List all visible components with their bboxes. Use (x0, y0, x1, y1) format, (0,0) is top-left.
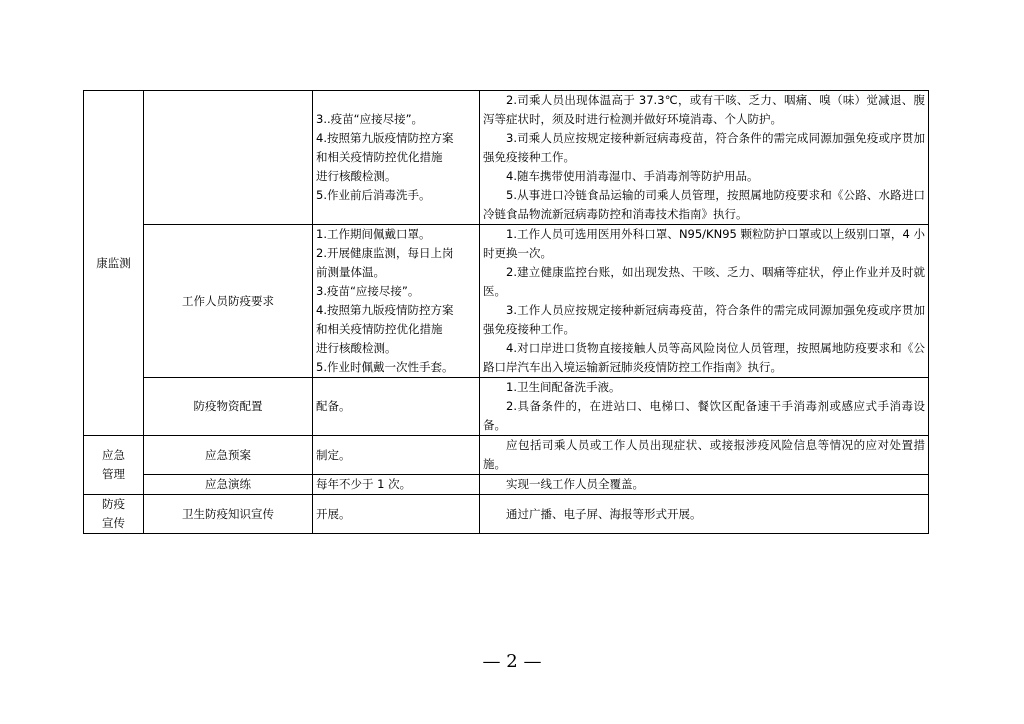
description-paragraph: 4.对口岸进口货物直接接触人员等高风险岗位人员管理，按照属地防疫要求和《公路口岸汽车出入境运输新冠肺炎疫情防控工作指南》执行。 (483, 341, 925, 374)
epidemic-prevention-table (83, 90, 929, 534)
requirement-text: 配备。 (316, 399, 351, 413)
requirement-line: 1.工作期间佩戴口罩。 (316, 227, 431, 241)
requirement-line: 2.开展健康监测，每日上岗 (316, 246, 454, 260)
description-paragraph: 2.司乘人员出现体温高于 37.3℃，或有干咳、乏力、咽痛、嗅（味）觉减退、腹泻等症状时，须及时进行检测并做好环境消毒、个人防护。 (483, 93, 925, 126)
description-cell (480, 378, 929, 436)
table-row (84, 475, 929, 495)
requirement-line: 5.作业时佩戴一次性手套。 (316, 360, 454, 374)
requirement-text: 制定。 (316, 447, 351, 462)
requirement-line: 进行核酸检测。 (316, 341, 397, 355)
description-cell (480, 475, 929, 495)
requirement-line: 4.按照第九版疫情防控方案 (316, 131, 454, 145)
requirement-line: 4.按照第九版疫情防控方案 (316, 303, 454, 317)
page-number: — 2 — (482, 651, 542, 672)
category-epidemic-publicity (84, 495, 144, 534)
item-label: 防疫物资配置 (193, 399, 263, 413)
item-cell (144, 436, 313, 475)
item-label: 工作人员防疫要求 (182, 293, 274, 308)
requirement-cell (313, 91, 480, 225)
category-health-monitoring (84, 91, 144, 436)
requirement-line: 和相关疫情防控优化措施 (316, 150, 443, 164)
item-cell (144, 225, 313, 378)
description-cell (480, 91, 929, 225)
table-row (84, 378, 929, 436)
requirement-cell (313, 225, 480, 378)
requirement-line: 5.作业前后消毒洗手。 (316, 188, 431, 202)
description-paragraph: 3.司乘人员应按规定接种新冠病毒疫苗，符合条件的需完成同源加强免疫或序贯加强免疫接种工作。 (483, 131, 925, 164)
category-label: 应急 管理 (102, 448, 125, 481)
table-row (84, 436, 929, 475)
requirement-line: 3..疫苗“应接尽接”。 (316, 112, 424, 126)
item-cell (144, 495, 313, 534)
requirement-line: 进行核酸检测。 (316, 169, 397, 183)
description-cell (480, 436, 929, 475)
description-paragraph: 3.工作人员应按规定接种新冠病毒疫苗，符合条件的需完成同源加强免疫或序贯加强免疫接种工作。 (483, 303, 925, 336)
description-paragraph: 4.随车携带使用消毒湿巾、手消毒剂等防护用品。 (506, 169, 759, 183)
description-paragraph: 5.从事进口冷链食品运输的司乘人员管理，按照属地防疫要求和《公路、水路进口冷链食品物流新冠病毒防控和消毒技术指南》执行。 (483, 188, 925, 221)
item-cell (144, 378, 313, 436)
requirement-text: 每年不少于 1 次。 (316, 477, 412, 491)
description-paragraph: 1.工作人员可选用医用外科口罩、N95/KN95 颗粒防护口罩或以上级别口罩，4 小时更换一次。 (483, 227, 925, 260)
requirement-line: 前测量体温。 (316, 265, 385, 279)
description-paragraph: 实现一线工作人员全覆盖。 (506, 477, 644, 491)
description-paragraph: 1.卫生间配备洗手液。 (506, 380, 621, 394)
table-row (84, 225, 929, 378)
table-row (84, 495, 929, 534)
category-emergency-management (84, 436, 144, 495)
item-label: 应急预案 (205, 447, 251, 462)
requirement-cell (313, 495, 480, 534)
table-row (84, 91, 929, 225)
description-cell (480, 225, 929, 378)
requirement-cell (313, 475, 480, 495)
item-label: 应急演练 (205, 477, 251, 491)
description-paragraph: 通过广播、电子屏、海报等形式开展。 (506, 506, 702, 521)
item-label: 卫生防疫知识宣传 (182, 506, 274, 521)
requirement-cell (313, 436, 480, 475)
category-label: 防疫 宣传 (102, 497, 125, 530)
item-cell (144, 91, 313, 225)
requirement-line: 和相关疫情防控优化措施 (316, 322, 443, 336)
category-label: 康监测 (96, 255, 131, 270)
description-cell (480, 495, 929, 534)
description-paragraph: 2.具备条件的，在进站口、电梯口、餐饮区配备速干手消毒剂或感应式手消毒设备。 (483, 399, 925, 432)
description-paragraph: 2.建立健康监控台账，如出现发热、干咳、乏力、咽痛等症状，停止作业并及时就医。 (483, 265, 925, 298)
requirement-text: 开展。 (316, 506, 351, 521)
requirement-line: 3.疫苗“应接尽接”。 (316, 284, 420, 298)
description-paragraph: 应包括司乘人员或工作人员出现症状、或接报涉疫风险信息等情况的应对处置措施。 (483, 438, 925, 471)
requirement-cell (313, 378, 480, 436)
item-cell (144, 475, 313, 495)
